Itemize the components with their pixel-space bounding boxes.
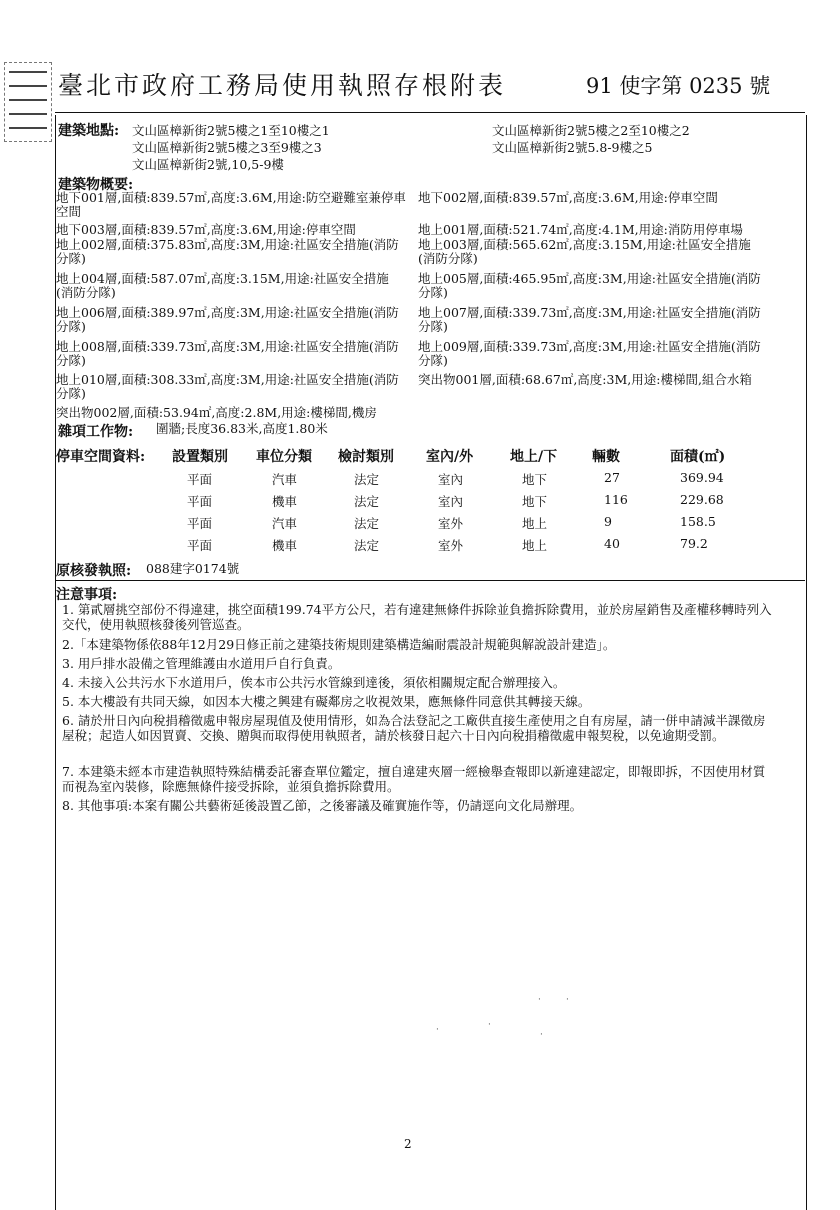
parking-cell: 平面 <box>187 494 213 509</box>
note-item: 1. 第貳層挑空部份不得違建，挑空面積199.74平方公尺，若有違建無條件拆除並負擔拆除費用，並於房屋銷售及產權移轉時列入交代，使用執照核發後列管巡查。 <box>62 602 772 632</box>
floor-7f: 地上007層,面積:339.73㎡,高度:3M,用途:社區安全措施(消防分隊) <box>418 305 761 334</box>
parking-header-indoor: 室內/外 <box>426 449 474 465</box>
address-line-4: 文山區樟新街2號5.8-9樓之5 <box>492 140 653 155</box>
note-item: 6. 請於卅日內向稅捐稽徵處申報房屋現值及使用情形，如為合法登記之工廠供直接生產使用之自有房屋，請一併申請減半課徵房屋稅；起造人如因買賣、交換、贈與而取得使用執照者，請於核發日起六十日內向稅捐稽徵處申報契稅，以免逾期受罰。 <box>62 713 766 743</box>
floor-2f: 地上002層,面積:375.83㎡,高度:3M,用途:社區安全措施(消防分隊) <box>56 237 399 266</box>
parking-cell: 地下 <box>522 472 548 487</box>
page-number: 2 <box>404 1137 412 1151</box>
parking-cell: 平面 <box>187 538 213 553</box>
scan-speck: · <box>488 1020 491 1030</box>
address-line-5: 文山區樟新街2號,10,5-9樓 <box>132 157 284 172</box>
address-label: 建築地點: <box>58 123 120 139</box>
overview-label: 建築物概要: <box>58 177 134 193</box>
note-item: 7. 本建築未經本市建造執照特殊結構委託審查單位鑑定，擅自違建夾層一經檢舉查報即以新違建認定，即報即拆，不因使用材質而視為室內裝修，除應無條件接受拆除，並須負擔拆除費用。 <box>62 764 766 794</box>
floor-r1: 突出物001層,面積:68.67㎡,高度:3M,用途:樓梯間,組合水箱 <box>418 372 752 387</box>
floor-1f: 地上001層,面積:521.74㎡,高度:4.1M,用途:消防用停車場 <box>418 222 743 237</box>
original-permit-label: 原核發執照: <box>56 563 132 579</box>
parking-cell: 室內 <box>438 472 464 487</box>
floor-b2: 地下002層,面積:839.57㎡,高度:3.6M,用途:停車空間 <box>418 190 718 205</box>
floor-3f: 地上003層,面積:565.62㎡,高度:3.15M,用途:社區安全措施(消防分隊) <box>418 237 751 266</box>
parking-cell: 法定 <box>354 516 380 531</box>
parking-cell: 369.94 <box>680 470 724 485</box>
note-item: 5. 本大樓設有共同天線，如因本大樓之興建有礙鄰房之收視效果，應無條件同意供其轉接天線。 <box>62 694 591 709</box>
scan-speck: · <box>566 995 569 1005</box>
note-item: 4. 未接入公共污水下水道用戶，俟本市公共污水管線到達後，須依相關規定配合辦理接入。 <box>62 675 566 690</box>
parking-cell: 地上 <box>522 538 548 553</box>
parking-cell: 室外 <box>438 516 464 531</box>
header-rule <box>55 112 805 113</box>
floor-b1: 地下001層,面積:839.57㎡,高度:3.6M,用途:防空避難室兼停車空間 <box>56 190 406 219</box>
scan-speck: · <box>436 1025 439 1035</box>
parking-cell: 地上 <box>522 516 548 531</box>
parking-cell: 平面 <box>187 516 213 531</box>
filing-stamp <box>4 62 52 142</box>
parking-cell: 法定 <box>354 472 380 487</box>
parking-header-area: 面積(㎡) <box>670 449 726 465</box>
note-item: 3. 用戶排水設備之管理維護由水道用戶自行負責。 <box>62 656 341 671</box>
parking-header-review: 檢討類別 <box>338 449 394 465</box>
scan-speck: · <box>538 995 541 1005</box>
parking-cell: 法定 <box>354 494 380 509</box>
parking-cell: 27 <box>604 470 620 485</box>
floor-10f: 地上010層,面積:308.33㎡,高度:3M,用途:社區安全措施(消防分隊) <box>56 372 399 401</box>
floor-6f: 地上006層,面積:389.97㎡,高度:3M,用途:社區安全措施(消防分隊) <box>56 305 399 334</box>
parking-cell: 158.5 <box>680 514 716 529</box>
floor-5f: 地上005層,面積:465.95㎡,高度:3M,用途:社區安全措施(消防分隊) <box>418 271 761 300</box>
parking-header-level: 地上/下 <box>510 449 558 465</box>
address-line-1: 文山區樟新街2號5樓之1至10樓之1 <box>132 123 330 138</box>
parking-cell: 116 <box>604 492 628 507</box>
misc-work-label: 雜項工作物: <box>58 424 134 440</box>
notes-label: 注意事項: <box>56 587 118 603</box>
floor-8f: 地上008層,面積:339.73㎡,高度:3M,用途:社區安全措施(消防分隊) <box>56 339 399 368</box>
floor-9f: 地上009層,面積:339.73㎡,高度:3M,用途:社區安全措施(消防分隊) <box>418 339 761 368</box>
parking-cell: 汽車 <box>272 516 298 531</box>
floor-r2: 突出物002層,面積:53.94㎡,高度:2.8M,用途:樓梯間,機房 <box>56 405 377 420</box>
note-item: 2.「本建築物係依88年12月29日修正前之建築技術規則建築構造編耐震設計規範與解說設計建造」。 <box>62 637 616 652</box>
parking-cell: 室內 <box>438 494 464 509</box>
parking-cell: 地下 <box>522 494 548 509</box>
document-title: 臺北市政府工務局使用執照存根附表 <box>58 71 507 100</box>
misc-work-value: 圍牆;長度36.83米,高度1.80米 <box>156 421 328 436</box>
parking-cell: 79.2 <box>680 536 708 551</box>
parking-cell: 機車 <box>272 494 298 509</box>
permit-number: 91 使字第 0235 號 <box>586 74 771 98</box>
parking-header-type: 設置類別 <box>172 449 228 465</box>
parking-header-count: 輛數 <box>592 449 620 465</box>
parking-cell: 法定 <box>354 538 380 553</box>
parking-cell: 9 <box>604 514 612 529</box>
parking-cell: 229.68 <box>680 492 724 507</box>
floor-4f: 地上004層,面積:587.07㎡,高度:3.15M,用途:社區安全措施(消防分隊) <box>56 271 389 300</box>
parking-cell: 40 <box>604 536 620 551</box>
floor-b3: 地下003層,面積:839.57㎡,高度:3.6M,用途:停車空間 <box>56 222 356 237</box>
address-line-2: 文山區樟新街2號5樓之2至10樓之2 <box>492 123 690 138</box>
parking-cell: 平面 <box>187 472 213 487</box>
parking-label: 停車空間資料: <box>56 449 146 465</box>
note-item: 8. 其他事項:本案有關公共藝術延後設置乙節，之後審議及確實施作等，仍請逕向文化局辦理。 <box>62 798 583 813</box>
parking-cell: 室外 <box>438 538 464 553</box>
original-permit-value: 088建字0174號 <box>146 561 240 576</box>
parking-cell: 汽車 <box>272 472 298 487</box>
address-line-3: 文山區樟新街2號5樓之3至9樓之3 <box>132 140 322 155</box>
scan-speck: · <box>540 1030 543 1040</box>
parking-header-vehicle: 車位分類 <box>256 449 312 465</box>
parking-cell: 機車 <box>272 538 298 553</box>
section-rule <box>55 580 805 581</box>
